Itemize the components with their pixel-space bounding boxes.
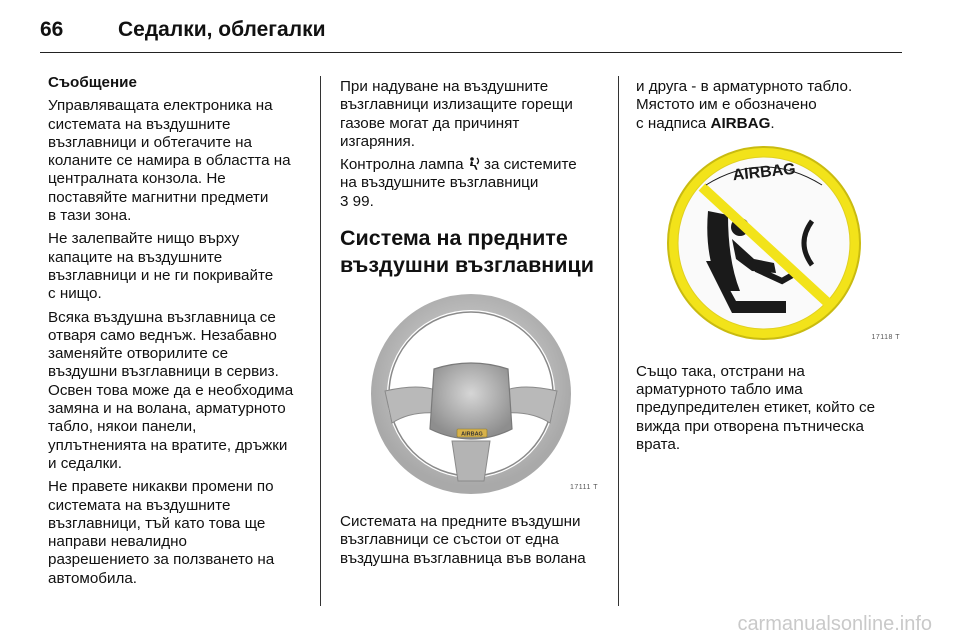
note-paragraph-4: Не правете никакви промени по системата на въздушните възглавници, тъй като това ще направи невалидно разрешението за ползването на автомобила. — [48, 478, 275, 587]
sticker-airbag-label: AIRBAG — [731, 160, 797, 185]
page-number: 66 — [40, 18, 64, 41]
steering-wheel-illustration — [340, 291, 602, 501]
airbag-warning-sticker — [636, 141, 904, 351]
watermark-url: carmanualsonline.info — [737, 613, 932, 635]
column-1 — [48, 74, 310, 593]
airbag-location-paragraph — [636, 78, 908, 133]
header-divider — [40, 52, 902, 53]
airbag-warning-lamp-icon — [468, 156, 480, 174]
wheel-airbag-label: AIRBAG — [461, 431, 483, 438]
page-header — [40, 12, 902, 52]
column-divider-2 — [618, 76, 619, 606]
section-heading: Система на предните въздушни възглавници — [340, 226, 594, 278]
airbag-location-text: и друга - в арматурното табло. Мястото им е обозначено с надписа — [636, 78, 853, 132]
note-paragraph-3: Всяка въздушна възглавница се отваря само веднъж. Незабавно заменяйте отворилите се въздушни възглавници в сервиз. Освен това може да е необходима замяна и на волана, арматурното табло, някои панели, уплътненията на вратите, дръжки и седалки. — [48, 308, 294, 472]
column-3 — [636, 78, 908, 459]
control-lamp-text-after: за системите на въздушните възглавници — [340, 156, 577, 192]
warning-label-paragraph: Също така, отстрани на арматурното табло има предупредителен етикет, който се вижда при отворена пътническа врата. — [636, 362, 876, 454]
control-lamp-text: Контролна лампа — [340, 156, 468, 174]
note-paragraph-2: Не залепвайте нищо върху капаците на въздушните възглавници и не ги покривайте с нищо. — [48, 230, 274, 303]
figure-code: 17111 T — [569, 483, 598, 491]
note-paragraph-1: Управляващата електроника на системата на въздушните възглавници и обтегачите на коланите се намира в областта на централната конзола. Не поставяйте магнитни предмети в тази зона. — [48, 97, 291, 225]
figure-code-2: 17118 T — [871, 333, 900, 341]
page-title: Седалки, облегалки — [118, 18, 326, 41]
burn-warning-paragraph: При надуване на въздушните възглавници излизащите горещи газове могат да причинят изгаряния. — [340, 78, 573, 150]
airbag-location-period: . — [770, 114, 775, 132]
note-heading: Съобщение — [48, 74, 137, 91]
column-divider-1 — [320, 76, 321, 606]
steering-wheel-figure — [340, 291, 602, 501]
page-reference-arrow-icon: 3 — [340, 192, 349, 210]
control-lamp-paragraph — [340, 156, 612, 211]
airbag-sticker-figure — [636, 141, 904, 351]
airbag-word: AIRBAG — [710, 114, 771, 132]
column-2 — [340, 78, 612, 573]
wheel-caption: Системата на предните въздушни възглавници се състои от една въздушна възглавница във волана — [340, 513, 586, 567]
page-reference[interactable]: 99. — [348, 192, 374, 210]
